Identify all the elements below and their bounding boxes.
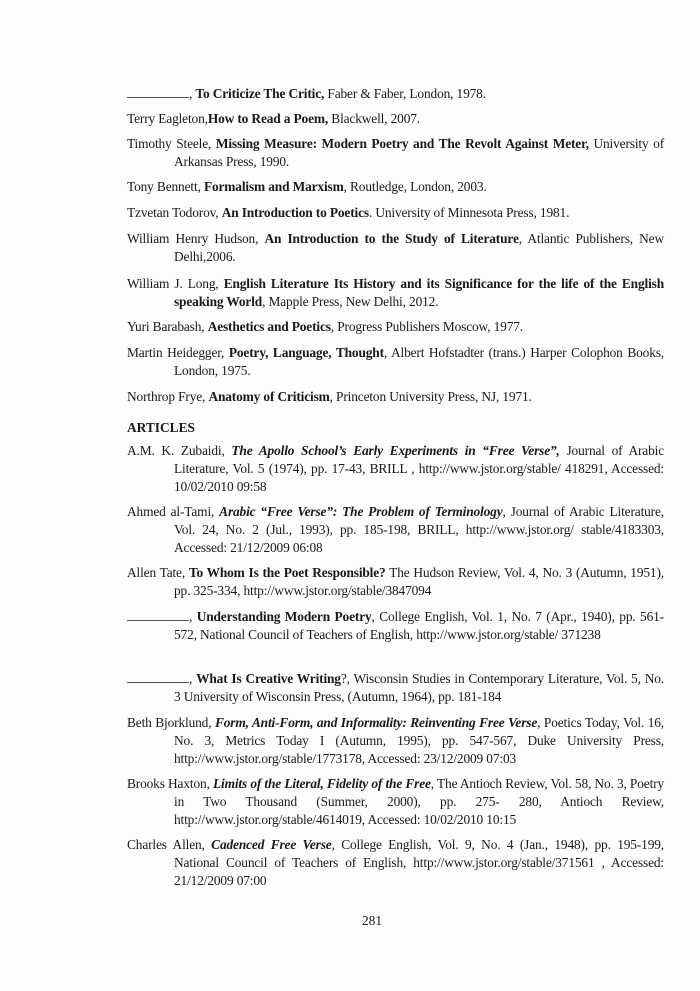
section-heading-articles: ARTICLES <box>127 420 195 435</box>
bibliography-entry: Northrop Frye, Anatomy of Criticism, Princeton University Press, NJ, 1971. <box>127 389 532 404</box>
bibliography-entry: Brooks Haxton, Limits of the Literal, Fidelity of the Free, The Antioch Review, Vol. 58, No. 3, Poetry in Two Thousand (Summer, 2000), pp. 275- 280, Antioch Review, http://www.jstor.org/stable/4614019, Accessed: 10/02/2010 10:15 <box>127 776 664 827</box>
bibliography-entry: Martin Heidegger, Poetry, Language, Thought, Albert Hofstadter (trans.) Harper Colophon Books, London, 1975. <box>127 345 665 378</box>
bibliography-entry: William Henry Hudson, An Introduction to the Study of Literature, Atlantic Publishers, New Delhi,2006. <box>127 231 664 264</box>
bibliography-entry: Terry Eagleton,How to Read a Poem, Blackwell, 2007. <box>127 111 421 126</box>
bibliography-entry: Beth Bjorklund, Form, Anti-Form, and Informality: Reinventing Free Verse, Poetics Today, Vol. 16, No. 3, Metrics Today I (Autumn, 1995), pp. 547-567, Duke University Press, http://www.jstor.org/stable/1773178, Accessed: 23/12/2009 07:03 <box>127 715 664 766</box>
page-number: 281 <box>361 913 383 928</box>
bibliography-entry: Tony Bennett, Formalism and Marxism, Routledge, London, 2003. <box>127 179 487 194</box>
bibliography-entry: , To Criticize The Critic, Faber & Faber, London, 1978. <box>127 85 664 103</box>
repeat-author-line <box>127 671 189 683</box>
repeat-author-line <box>127 609 189 621</box>
repeat-author-line <box>127 86 189 98</box>
bibliography-entry: Allen Tate, To Whom Is the Poet Responsible? The Hudson Review, Vol. 4, No. 3 (Autumn, 1951), pp. 325-334, http://www.jstor.org/stable/3847094 <box>127 565 664 598</box>
bibliography-entry: Yuri Barabash, Aesthetics and Poetics, Progress Publishers Moscow, 1977. <box>127 319 523 334</box>
bibliography-entry: Timothy Steele, Missing Measure: Modern Poetry and The Revolt Against Meter, University of Arkansas Press, 1990. <box>127 136 664 169</box>
bibliography-entry: Ahmed al-Tami, Arabic “Free Verse”: The Problem of Terminology, Journal of Arabic Literature, Vol. 24, No. 2 (Jul., 1993), pp. 185-198, BRILL, http://www.jstor.org/ stable/4183303, Accessed: 21/12/2009 06:08 <box>127 504 664 555</box>
bibliography-entry: , What Is Creative Writing?, Wisconsin Studies in Contemporary Literature, Vol. 5, No. 3 University of Wisconsin Press, (Autumn, 1964), pp. 181-184 <box>127 670 664 706</box>
bibliography-entry: William J. Long, English Literature Its History and its Significance for the life of the English speaking World, Mapple Press, New Delhi, 2012. <box>127 276 665 309</box>
bibliography-entry: , Understanding Modern Poetry, College English, Vol. 1, No. 7 (Apr., 1940), pp. 561-572, National Council of Teachers of English, http://www.jstor.org/stable/ 371238 <box>127 608 664 644</box>
bibliography-entry: Tzvetan Todorov, An Introduction to Poetics. University of Minnesota Press, 1981. <box>127 205 570 220</box>
bibliography-entry: A.M. K. Zubaidi, The Apollo School’s Early Experiments in “Free Verse”, Journal of Arabic Literature, Vol. 5 (1974), pp. 17-43, BRILL , http://www.jstor.org/stable/ 418291, Accessed: 10/02/2010 09:58 <box>127 443 664 494</box>
bibliography-entry: Charles Allen, Cadenced Free Verse, College English, Vol. 9, No. 4 (Jan., 1948), pp. 195-199, National Council of Teachers of English, http://www.jstor.org/stable/371561 , Accessed: 21/12/2009 07:00 <box>127 837 664 888</box>
